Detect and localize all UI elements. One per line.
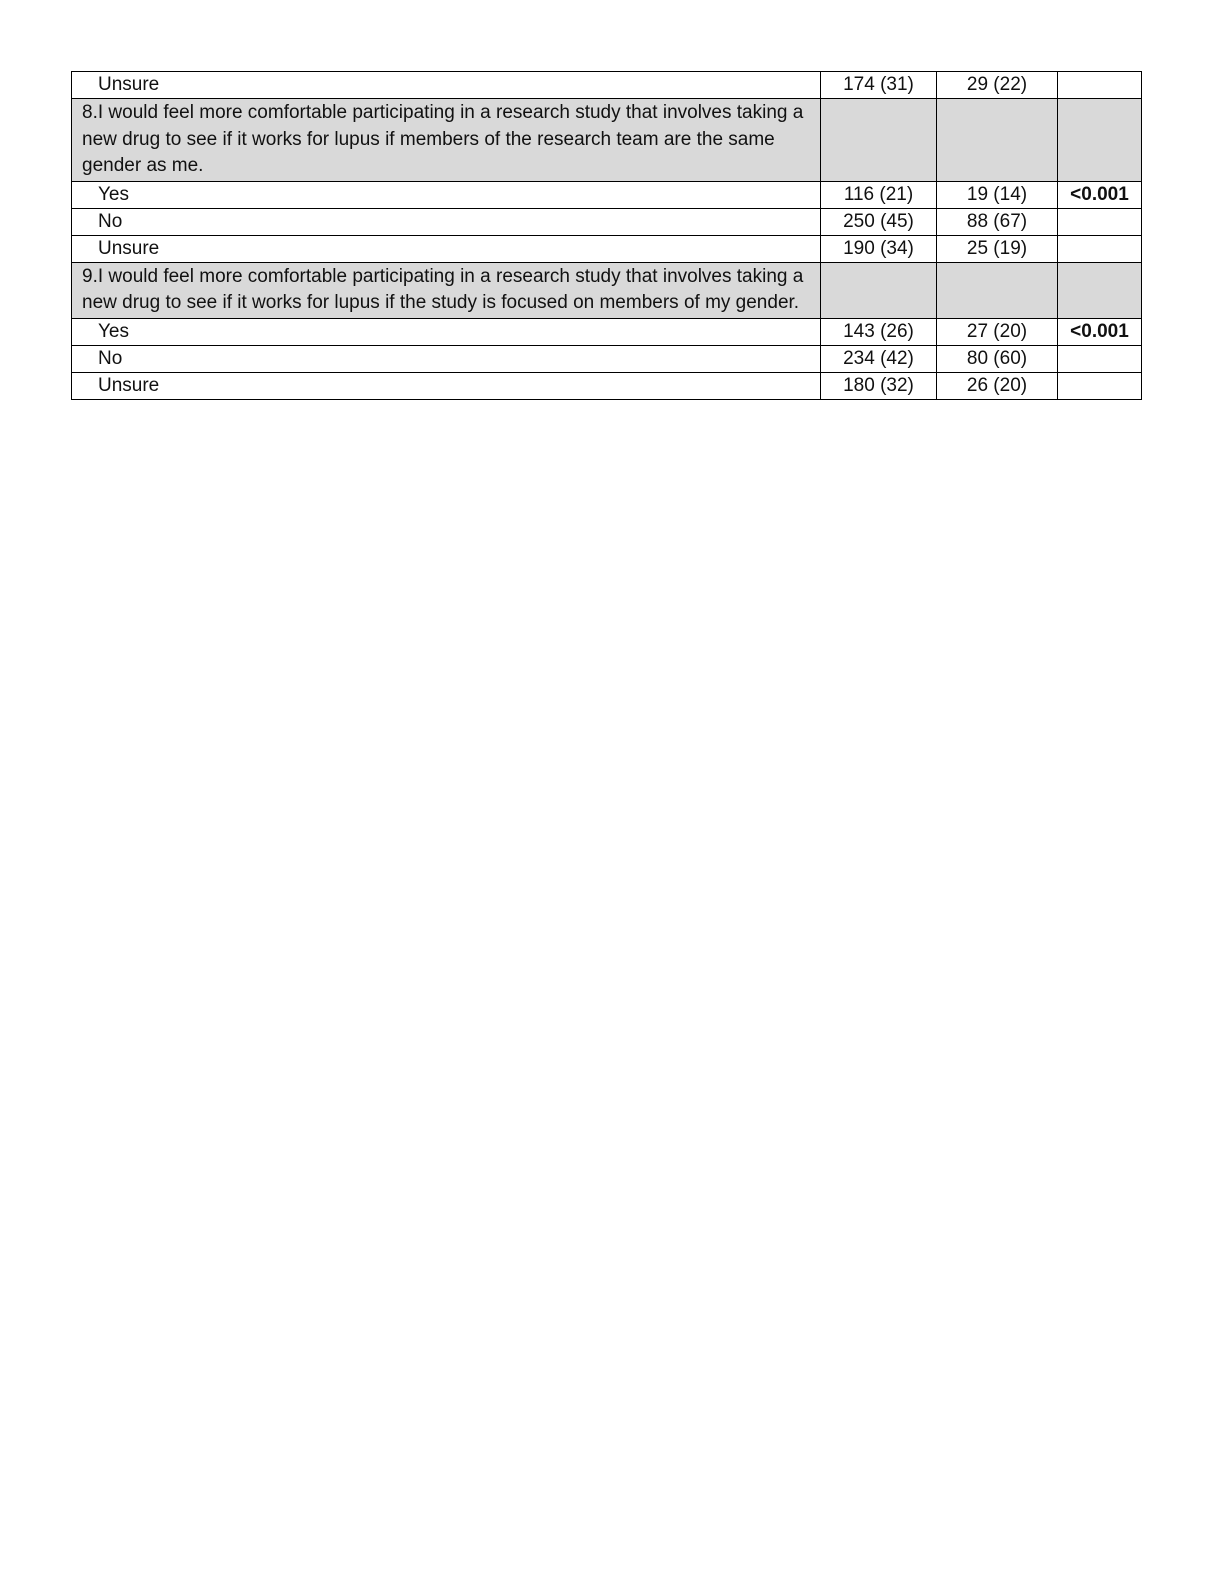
group-a-count: 250 (45) xyxy=(821,208,937,235)
table-row xyxy=(72,372,1142,399)
question-row xyxy=(72,99,1142,182)
response-option-label: Yes xyxy=(72,318,821,345)
empty-cell xyxy=(821,262,937,318)
response-option-label: No xyxy=(72,345,821,372)
table-row xyxy=(72,181,1142,208)
response-option-label: Unsure xyxy=(72,72,821,99)
group-b-count: 25 (19) xyxy=(937,235,1058,262)
response-option-label: Unsure xyxy=(72,235,821,262)
table-row xyxy=(72,345,1142,372)
question-text: 9.I would feel more comfortable participating in a research study that involves taking a new drug to see if it works for lupus if the study is focused on members of my gender. xyxy=(72,262,821,318)
p-value xyxy=(1058,345,1142,372)
response-option-label: Unsure xyxy=(72,372,821,399)
table-row xyxy=(72,235,1142,262)
response-option-label: Yes xyxy=(72,181,821,208)
p-value xyxy=(1058,235,1142,262)
empty-cell xyxy=(821,99,937,182)
group-b-count: 19 (14) xyxy=(937,181,1058,208)
group-a-count: 116 (21) xyxy=(821,181,937,208)
table-row xyxy=(72,208,1142,235)
p-value xyxy=(1058,372,1142,399)
empty-cell xyxy=(1058,262,1142,318)
group-a-count: 174 (31) xyxy=(821,72,937,99)
empty-cell xyxy=(937,262,1058,318)
p-value: <0.001 xyxy=(1058,318,1142,345)
group-b-count: 29 (22) xyxy=(937,72,1058,99)
group-a-count: 190 (34) xyxy=(821,235,937,262)
empty-cell xyxy=(937,99,1058,182)
group-b-count: 27 (20) xyxy=(937,318,1058,345)
group-b-count: 26 (20) xyxy=(937,372,1058,399)
survey-results-table xyxy=(71,71,1142,400)
table-row xyxy=(72,318,1142,345)
group-a-count: 180 (32) xyxy=(821,372,937,399)
p-value: <0.001 xyxy=(1058,181,1142,208)
empty-cell xyxy=(1058,99,1142,182)
question-row xyxy=(72,262,1142,318)
p-value xyxy=(1058,208,1142,235)
question-text: 8.I would feel more comfortable participating in a research study that involves taking a new drug to see if it works for lupus if members of the research team are the same gender as me. xyxy=(72,99,821,182)
group-b-count: 88 (67) xyxy=(937,208,1058,235)
group-a-count: 234 (42) xyxy=(821,345,937,372)
p-value xyxy=(1058,72,1142,99)
table-row xyxy=(72,72,1142,99)
group-b-count: 80 (60) xyxy=(937,345,1058,372)
group-a-count: 143 (26) xyxy=(821,318,937,345)
response-option-label: No xyxy=(72,208,821,235)
